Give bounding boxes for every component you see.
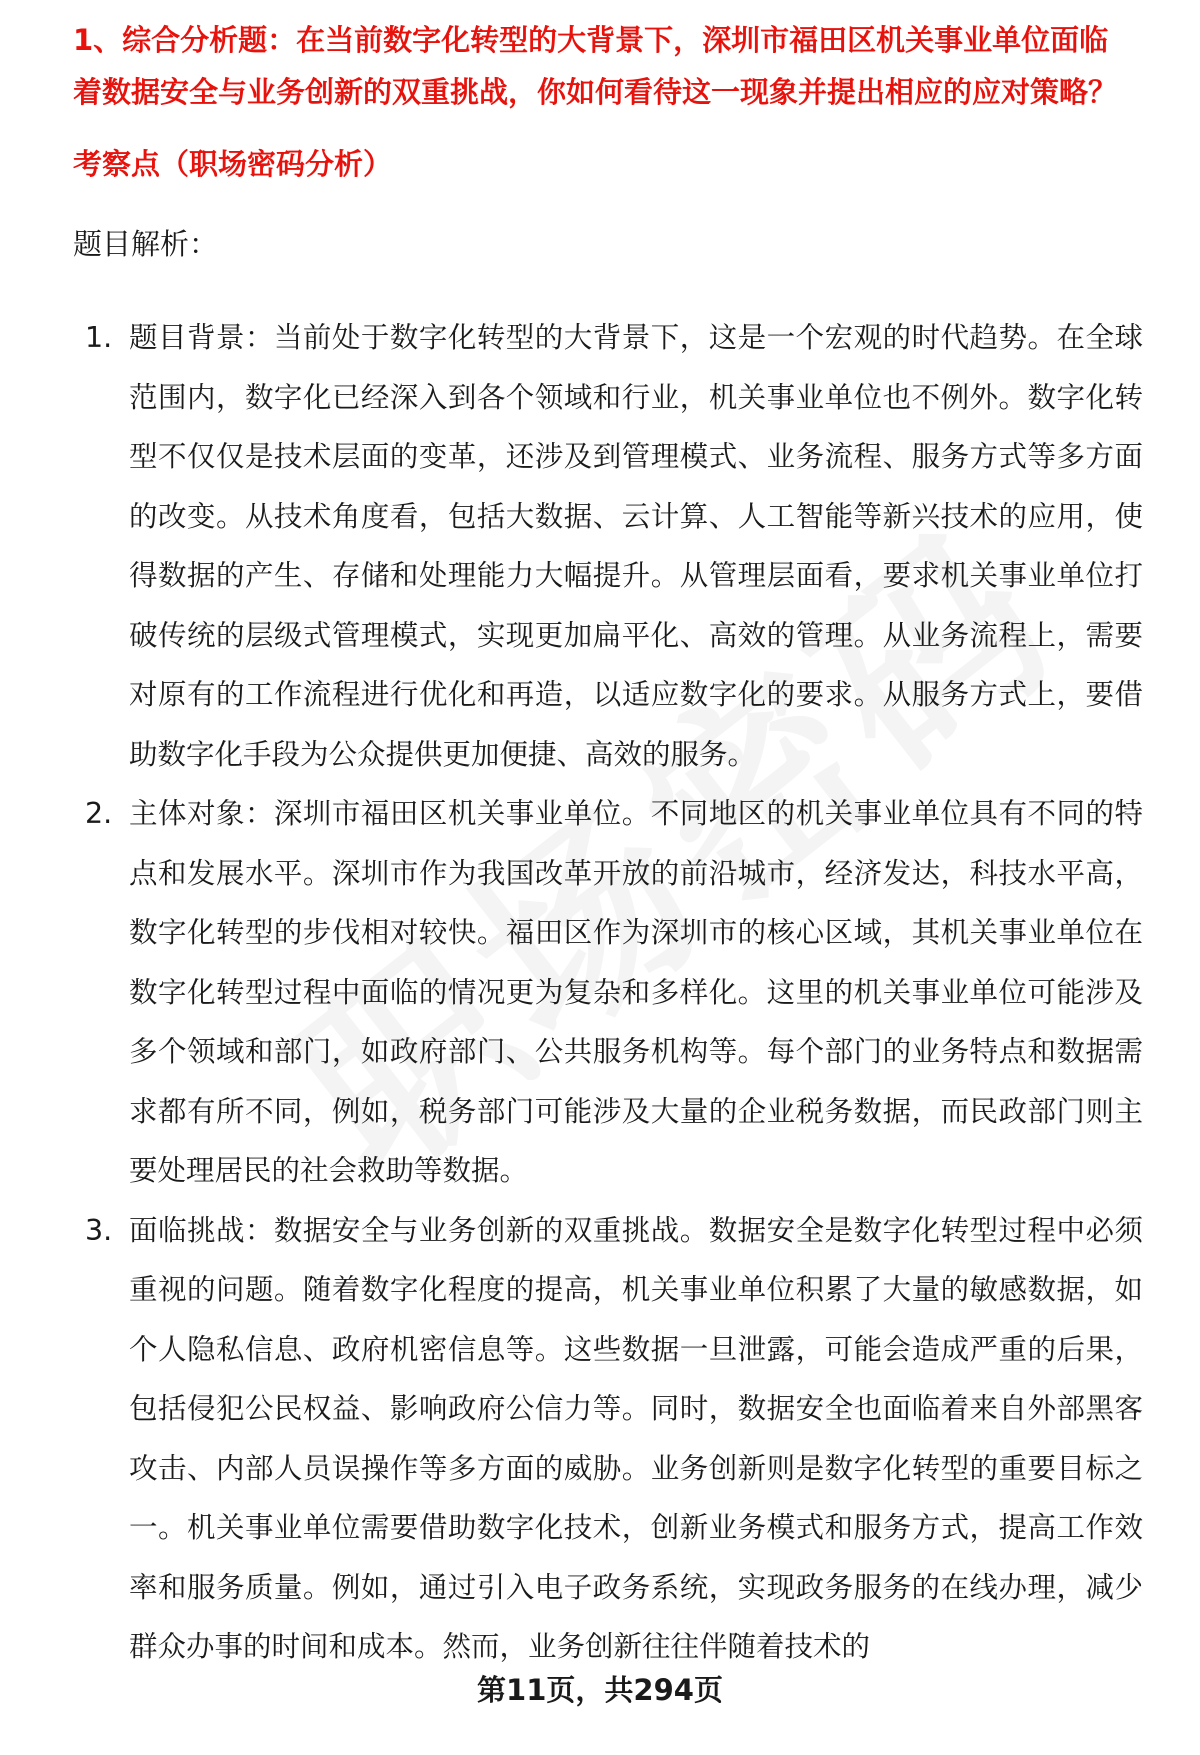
jiexi-label: 题目解析： [73, 227, 219, 261]
list-item [73, 1201, 1143, 1677]
list-item-text: 主体对象：深圳市福田区机关事业单位。不同地区的机关事业单位具有不同的特点和发展水平。深圳市作为我国改革开放的前沿城市，经济发达，科技水平高，数字化转型的步伐相对较快。福田区作为深圳市的核心区域，其机关事业单位在数字化转型过程中面临的情况更为复杂和多样化。这里的机关事业单位可能涉及多个领域和部门，如政府部门、公共服务机构等。每个部门的业务特点和数据需求都有所不同，例如，税务部门可能涉及大量的企业税务数据，而民政部门则主要处理居民的社会救助等数据。 [129, 797, 1143, 1187]
question-heading [73, 23, 1143, 118]
page-number-footer: 第11页，共294页 [477, 1673, 723, 1707]
list-item [73, 784, 1143, 1201]
list-item-number: 1. [85, 321, 113, 354]
list-item-number: 2. [85, 797, 113, 830]
list-item-text: 题目背景：当前处于数字化转型的大背景下，这是一个宏观的时代趋势。在全球范围内，数字化已经深入到各个领域和行业，机关事业单位也不例外。数字化转型不仅仅是技术层面的变革，还涉及到管理模式、业务流程、服务方式等多方面的改变。从技术角度看，包括大数据、云计算、人工智能等新兴技术的应用，使得数据的产生、存储和处理能力大幅提升。从管理层面看，要求机关事业单位打破传统的层级式管理模式，实现更加扁平化、高效的管理。从业务流程上，需要对原有的工作流程进行优化和再造，以适应数字化的要求。从服务方式上，要借助数字化手段为公众提供更加便捷、高效的服务。 [129, 321, 1143, 771]
analysis-list [73, 308, 1143, 1677]
list-item-text: 面临挑战：数据安全与业务创新的双重挑战。数据安全是数字化转型过程中必须重视的问题。随着数字化程度的提高，机关事业单位积累了大量的敏感数据，如个人隐私信息、政府机密信息等。这些数据一旦泄露，可能会造成严重的后果，包括侵犯公民权益、影响政府公信力等。同时，数据安全也面临着来自外部黑客攻击、内部人员误操作等多方面的威胁。业务创新则是数字化转型的重要目标之一。机关事业单位需要借助数字化技术，创新业务模式和服务方式，提高工作效率和服务质量。例如，通过引入电子政务系统，实现政务服务的在线办理，减少群众办事的时间和成本。然而，业务创新往往伴随着技术的 [129, 1213, 1143, 1663]
question-line-2: 着数据安全与业务创新的双重挑战，你如何看待这一现象并提出相应的应对策略？ [73, 75, 1118, 109]
kaocha-label: 考察点（职场密码分析） [73, 147, 393, 181]
question-line-1: 1、综合分析题：在当前数字化转型的大背景下，深圳市福田区机关事业单位面临 [73, 23, 1109, 57]
list-item-number: 3. [85, 1213, 113, 1247]
list-item [73, 308, 1143, 784]
